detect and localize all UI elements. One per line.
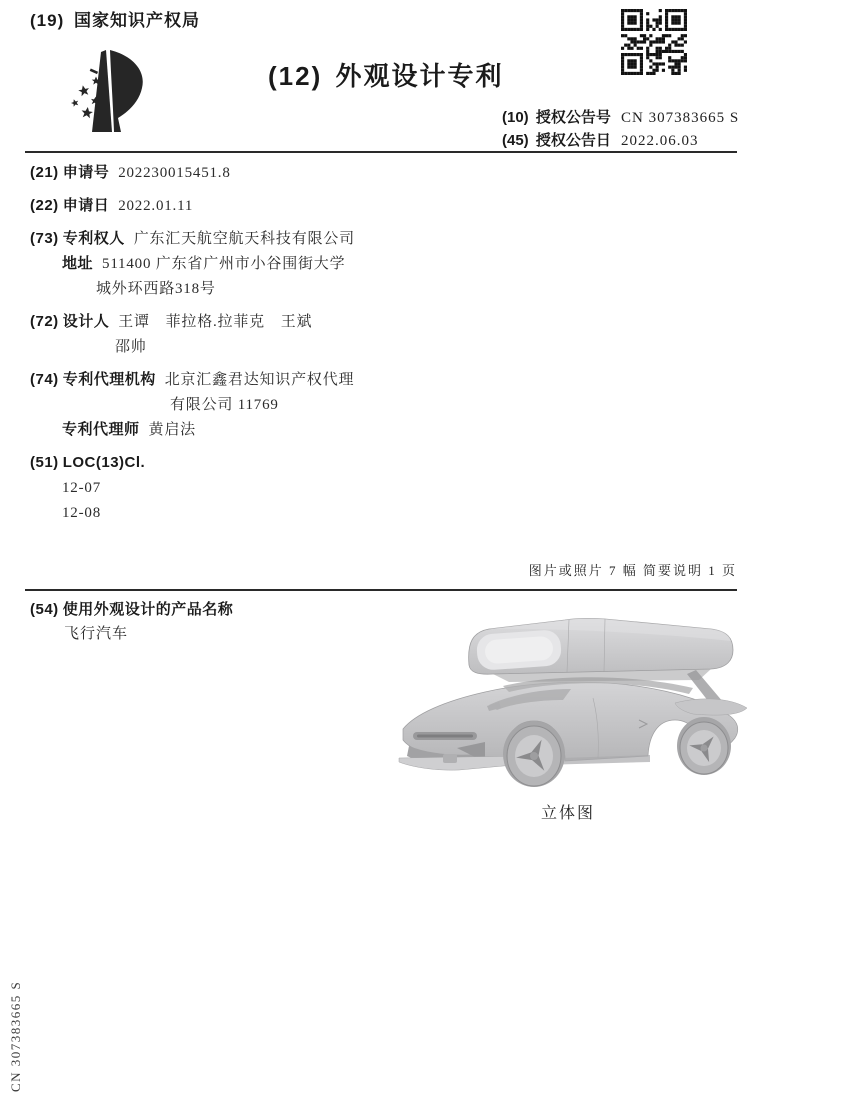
biblio-row-designers-cont bbox=[30, 334, 460, 359]
biblio-row-designers bbox=[30, 309, 460, 334]
field-value: 有限公司 11769 bbox=[170, 397, 279, 413]
bibliographic-block bbox=[30, 160, 460, 525]
middle-divider-rule bbox=[25, 589, 737, 591]
figures-count-note: 图片或照片 7 幅 简要说明 1 页 bbox=[528, 563, 737, 578]
biblio-row-application-number bbox=[30, 160, 460, 185]
field-code: (73) bbox=[30, 230, 59, 247]
publication-date-label: 授权公告日 bbox=[535, 132, 611, 149]
field-label: 专利权人 bbox=[62, 230, 125, 247]
field-code: (74) bbox=[30, 371, 59, 388]
biblio-row-patentee bbox=[30, 226, 460, 251]
field-value: 北京汇鑫君达知识产权代理 bbox=[164, 372, 355, 388]
publication-number-value: CN 307383665 S bbox=[621, 110, 740, 126]
side-publication-number: CN 307383665 S bbox=[8, 980, 23, 1092]
inid-code-10: (10) bbox=[502, 109, 529, 126]
field-value: 黄启法 bbox=[148, 422, 196, 438]
product-name-heading bbox=[30, 597, 233, 622]
top-divider-rule bbox=[25, 151, 737, 153]
figure-caption: 立体图 bbox=[540, 805, 595, 822]
document-type-text: 外观设计专利 bbox=[335, 61, 504, 91]
field-label: 地址 bbox=[62, 255, 94, 272]
field-code: (51) bbox=[30, 454, 59, 471]
inid-code-19: (19) bbox=[30, 11, 65, 30]
field-value: 511400 广东省广州市小谷围街大学 bbox=[102, 256, 346, 272]
design-figure-flying-car bbox=[393, 608, 775, 803]
field-value: 2022.01.11 bbox=[118, 198, 194, 214]
product-name-label: 使用外观设计的产品名称 bbox=[62, 601, 234, 618]
document-type-title bbox=[268, 56, 504, 93]
field-label: 专利代理机构 bbox=[62, 371, 156, 388]
biblio-row-loc-value bbox=[30, 500, 460, 525]
biblio-row-address bbox=[30, 251, 460, 276]
field-value: 邵帅 bbox=[115, 339, 147, 355]
inid-code-12: (12) bbox=[268, 61, 323, 91]
inid-code-54: (54) bbox=[30, 601, 59, 618]
biblio-row-agency-cont bbox=[30, 392, 460, 417]
field-value: 广东汇天航空航天科技有限公司 bbox=[133, 231, 355, 247]
field-label: LOC(13)Cl. bbox=[62, 454, 146, 471]
field-label: 专利代理师 bbox=[62, 421, 140, 438]
biblio-row-application-date bbox=[30, 193, 460, 218]
field-label: 申请日 bbox=[62, 197, 110, 214]
field-value: 城外环西路318号 bbox=[96, 281, 216, 297]
biblio-row-agency bbox=[30, 367, 460, 392]
field-code: (22) bbox=[30, 197, 59, 214]
biblio-row-loc-value bbox=[30, 475, 460, 500]
field-code: (21) bbox=[30, 164, 59, 181]
cnipa-logo bbox=[62, 50, 157, 140]
publication-date-value: 2022.06.03 bbox=[621, 133, 699, 149]
cnipa-logo-icon bbox=[62, 50, 157, 135]
patent-office-name bbox=[30, 6, 200, 31]
field-label: 申请号 bbox=[62, 164, 110, 181]
publication-number-line bbox=[502, 106, 739, 127]
publication-number-label: 授权公告号 bbox=[535, 109, 611, 126]
field-value: 12-08 bbox=[62, 505, 101, 521]
biblio-row-address-cont bbox=[30, 276, 460, 301]
product-name-value: 飞行汽车 bbox=[64, 626, 129, 642]
field-label: 设计人 bbox=[62, 313, 110, 330]
product-name-section bbox=[30, 597, 233, 647]
qr-code-icon bbox=[621, 9, 687, 80]
field-code: (72) bbox=[30, 313, 59, 330]
rear-wheel bbox=[677, 717, 731, 775]
biblio-row-loc-class bbox=[30, 450, 460, 475]
field-value: 王谭 菲拉格.拉菲克 王斌 bbox=[118, 314, 313, 330]
flying-car-render-image bbox=[393, 608, 775, 798]
field-value: 202230015451.8 bbox=[118, 165, 231, 181]
inid-code-45: (45) bbox=[502, 132, 529, 149]
biblio-row-agent bbox=[30, 417, 460, 442]
front-wheel bbox=[503, 721, 565, 787]
field-value: 12-07 bbox=[62, 480, 101, 496]
publication-date-line bbox=[502, 129, 699, 150]
office-name-text: 国家知识产权局 bbox=[73, 11, 200, 30]
